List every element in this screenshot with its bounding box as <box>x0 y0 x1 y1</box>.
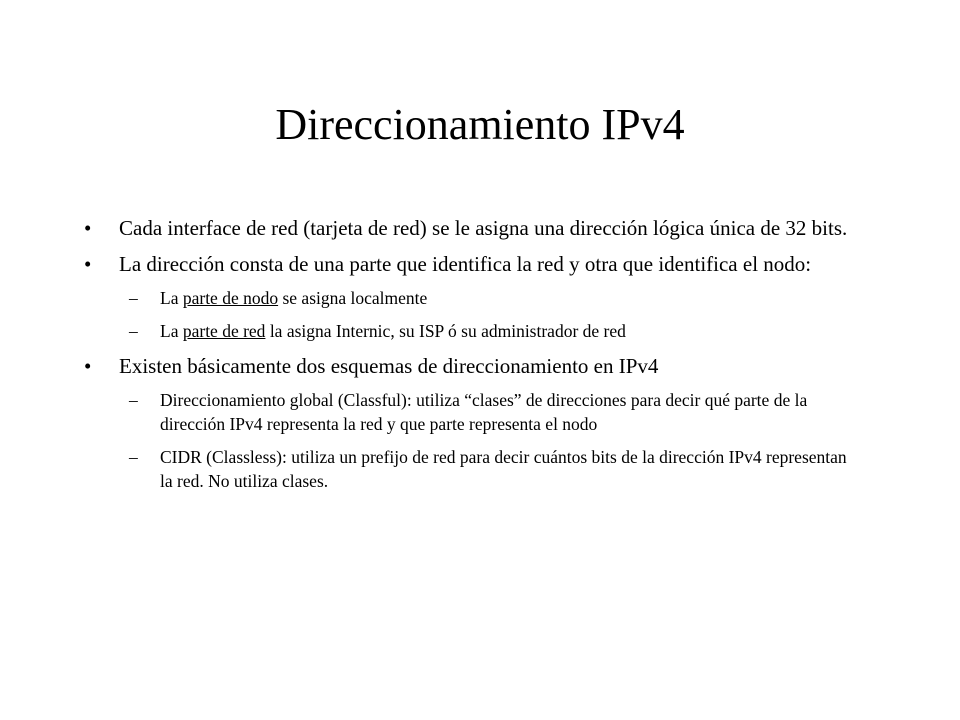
slide-content <box>84 214 854 502</box>
sub-bullet-text-pre: La <box>160 288 183 308</box>
bullet-item <box>84 250 854 278</box>
bullet-text: Existen básicamente dos esquemas de direccionamiento en IPv4 <box>119 354 659 378</box>
sub-bullet-text: CIDR (Classless): utiliza un prefijo de red para decir cuántos bits de la dirección IPv4 representan la red. No utiliza clases. <box>160 447 847 491</box>
bullet-item <box>84 214 854 242</box>
sub-bullet-item <box>84 445 854 493</box>
sub-bullet-text-post: la asigna Internic, su ISP ó su administrador de red <box>265 321 626 341</box>
sub-bullet-marker: – <box>129 321 138 341</box>
sub-bullet-item <box>84 388 854 436</box>
sub-bullet-text-pre: La <box>160 321 183 341</box>
bullet-marker: • <box>84 216 92 240</box>
sub-bullet-marker: – <box>129 390 138 410</box>
sub-bullet-text: Direccionamiento global (Classful): utiliza “clases” de direcciones para decir qué parte de la dirección IPv4 representa la red y que parte representa el nodo <box>160 390 808 434</box>
slide-title: Direccionamiento IPv4 <box>275 100 685 149</box>
sub-bullet-underlined-term: parte de red <box>182 321 266 341</box>
sub-bullet-underlined-term: parte de nodo <box>182 288 279 308</box>
bullet-marker: • <box>84 252 92 276</box>
bullet-text: La dirección consta de una parte que identifica la red y otra que identifica el nodo: <box>119 252 812 276</box>
bullet-marker: • <box>84 354 92 378</box>
bullet-text: Cada interface de red (tarjeta de red) se le asigna una dirección lógica única de 32 bits. <box>119 216 848 240</box>
sub-bullet-item <box>84 286 854 310</box>
sub-bullet-marker: – <box>129 447 138 467</box>
bullet-item <box>84 352 854 380</box>
sub-bullet-item <box>84 319 854 343</box>
sub-bullet-marker: – <box>129 288 138 308</box>
sub-bullet-text-post: se asigna localmente <box>278 288 428 308</box>
